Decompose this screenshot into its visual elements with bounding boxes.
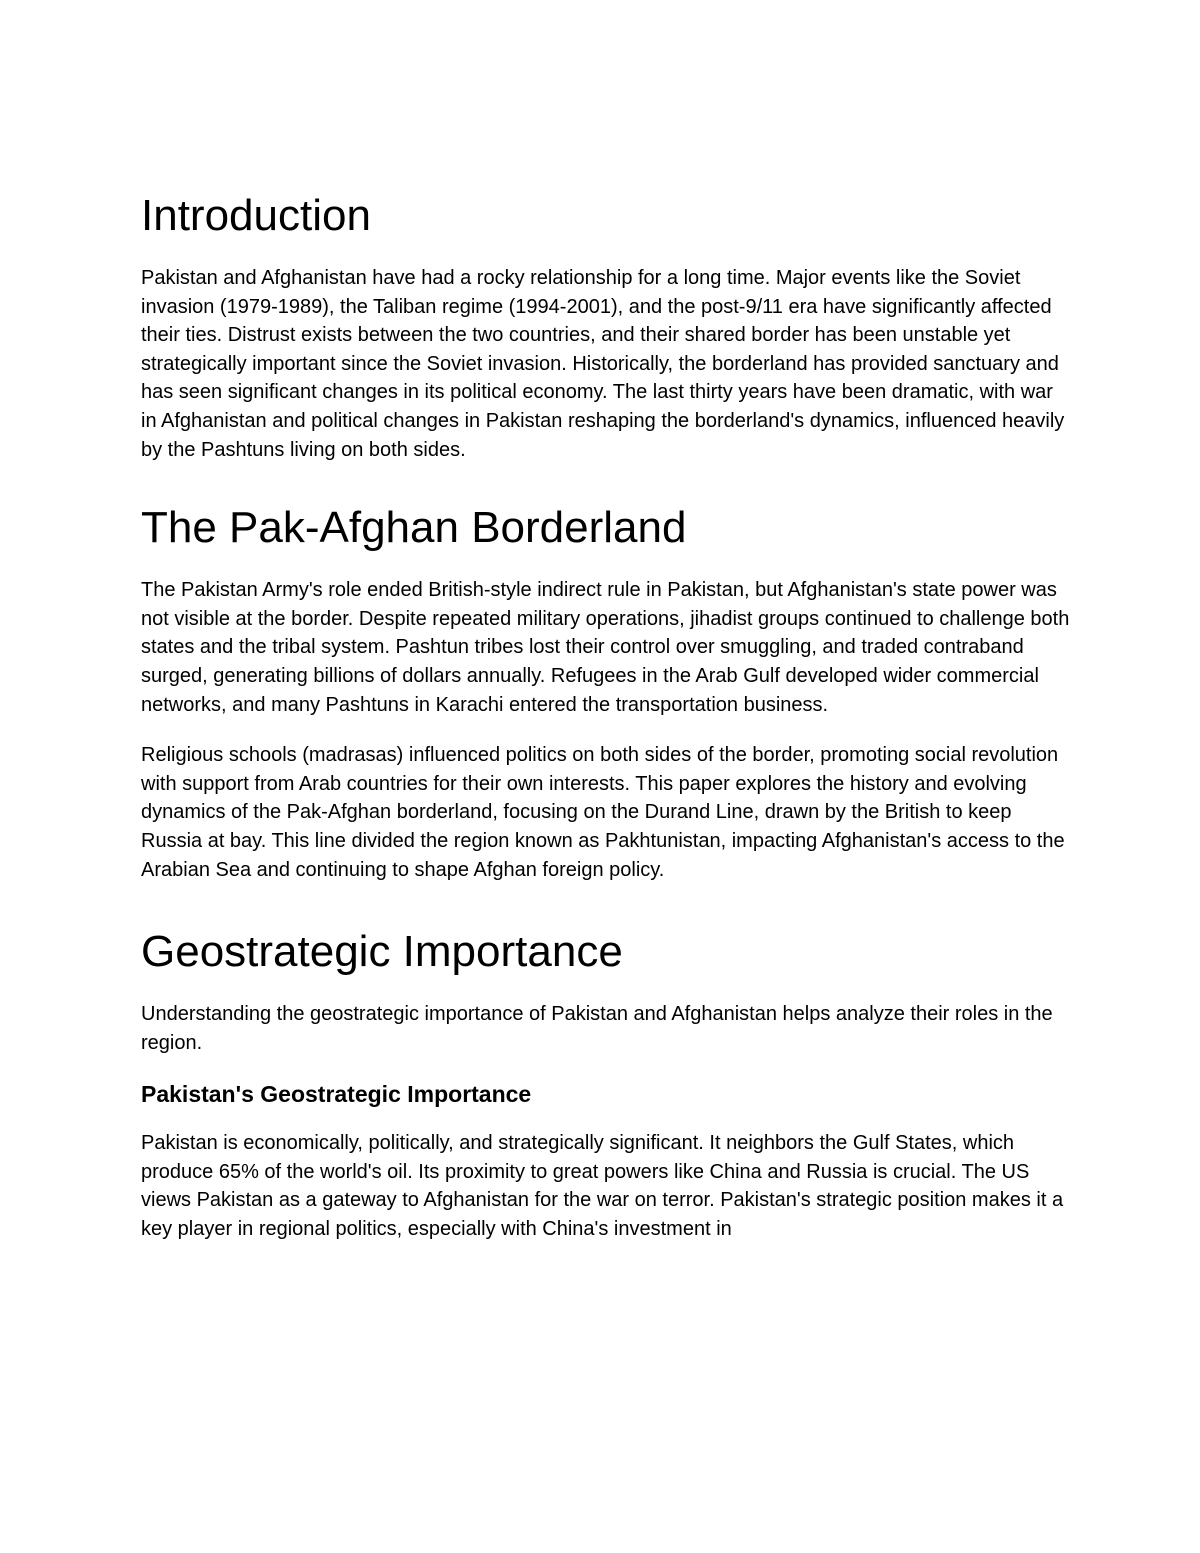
paragraph-borderland-2: Religious schools (madrasas) influenced politics on both sides of the border, promoting social revolution with support from Arab countries for their own interests. This paper explores the history and evolving dynamics of the Pak-Afghan borderland, focusing on the Durand Line, drawn by the British to keep Russia at bay. This line divided the region known as Pakhtunistan, impacting Afghanistan's access to the Arabian Sea and continuing to shape Afghan foreign policy. <box>141 744 1065 881</box>
heading-pak-afghan-borderland: The Pak-Afghan Borderland <box>141 503 687 553</box>
paragraph-borderland-1: The Pakistan Army's role ended British-style indirect rule in Pakistan, but Afghanistan's state power was not visible at the border. Despite repeated military operations, jihadist groups continued to challenge both states and the tribal system. Pashtun tribes lost their control over smuggling, and traded contraband surged, generating billions of dollars annually. Refugees in the Arab Gulf developed wider commercial networks, and many Pashtuns in Karachi entered the transportation business. <box>141 579 1070 716</box>
heading-geostrategic-importance: Geostrategic Importance <box>141 927 623 977</box>
paragraph-geostrategic-importance: Understanding the geostrategic importance of Pakistan and Afghanistan helps analyze their roles in the region. <box>141 1003 1053 1054</box>
paragraph-pakistans-geostrategic-importance: Pakistan is economically, politically, and strategically significant. It neighbors the Gulf States, which produce 65% of the world's oil. Its proximity to great powers like China and Russia is crucial. The US views Pakistan as a gateway to Afghanistan for the war on terror. Pakistan's strategic position makes it a key player in regional politics, especially with China's investment in <box>141 1132 1064 1241</box>
paragraph-introduction: Pakistan and Afghanistan have had a rocky relationship for a long time. Major events like the Soviet invasion (1979-1989), the Taliban regime (1994-2001), and the post-9/11 era have significantly affected their ties. Distrust exists between the two countries, and their shared border has been unstable yet strategically important since the Soviet invasion. Historically, the borderland has provided sanctuary and has seen significant changes in its political economy. The last thirty years have been dramatic, with war in Afghanistan and political changes in Pakistan reshaping the borderland's dynamics, influenced heavily by the Pashtuns living on both sides. <box>141 267 1065 461</box>
document-page <box>141 180 1071 1244</box>
heading-introduction: Introduction <box>141 191 371 240</box>
subheading-pakistans-geostrategic-importance: Pakistan's Geostrategic Importance <box>141 1081 532 1108</box>
